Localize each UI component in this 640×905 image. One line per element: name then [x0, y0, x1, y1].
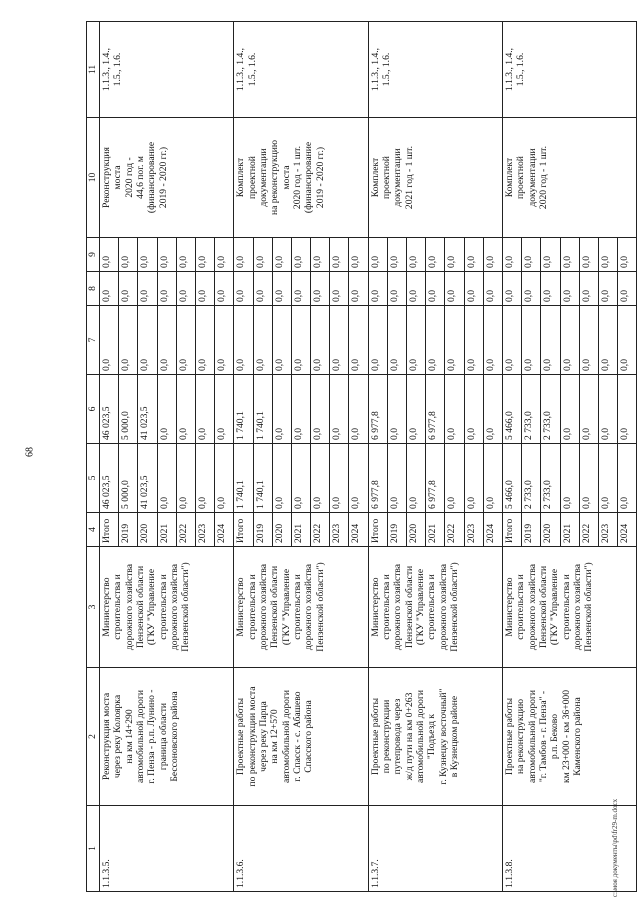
value-cell: 0,0: [579, 375, 598, 444]
value-cell: 0,0: [618, 444, 637, 513]
value-cell: 0,0: [349, 375, 368, 444]
footer-file-path: c:\моя документы\pd\fr29-m.docx: [611, 798, 619, 898]
value-cell: 0,0: [560, 444, 579, 513]
measure-id: 1.1.3.8.: [502, 806, 636, 892]
value-cell: 0,0: [598, 238, 617, 272]
header-cell: 7: [87, 306, 100, 375]
year-cell: 2019: [522, 513, 541, 547]
year-cell: 2019: [119, 513, 138, 547]
value-cell: 0,0: [407, 272, 426, 306]
value-cell: 0,0: [483, 375, 502, 444]
value-cell: 0,0: [560, 238, 579, 272]
value-cell: 0,0: [176, 375, 195, 444]
value-cell: 0,0: [387, 238, 406, 272]
year-cell: 2024: [618, 513, 637, 547]
value-cell: 2 733,0: [541, 375, 560, 444]
value-cell: 0,0: [176, 444, 195, 513]
value-cell: 0,0: [579, 238, 598, 272]
value-cell: 0,0: [445, 444, 464, 513]
year-cell: 2023: [598, 513, 617, 547]
value-cell: 0,0: [618, 238, 637, 272]
value-cell: 0,0: [253, 238, 272, 272]
measure-name: Реконструкция моста через реку Колоярка на км 14+290 автомобильной дороги г. Пенза - р.п. Лунино - граница области Бессоновского района: [100, 668, 234, 806]
value-cell: 0,0: [291, 238, 310, 272]
value-cell: 0,0: [560, 306, 579, 375]
value-cell: 0,0: [253, 272, 272, 306]
measure-result: Комплект проектной документации на реконструкцию моста 2020 год - 1 шт. (финансирование 2019 - 2020 гг.): [234, 118, 368, 238]
value-cell: 0,0: [119, 238, 138, 272]
year-cell: 2022: [176, 513, 195, 547]
year-cell: Итого: [502, 513, 521, 547]
value-cell: 0,0: [311, 238, 330, 272]
value-cell: 0,0: [330, 375, 349, 444]
value-cell: 0,0: [272, 238, 291, 272]
value-cell: 0,0: [445, 238, 464, 272]
value-cell: 1 740,1: [253, 375, 272, 444]
measure-links: 1.1.3., 1.4., 1.5., 1.6.: [502, 22, 636, 118]
value-cell: 0,0: [157, 375, 176, 444]
header-cell: 5: [87, 444, 100, 513]
value-cell: 0,0: [579, 444, 598, 513]
measure-name: Проектные работы на реконструкцию автомобильной дороги "г. Тамбов - г. Пенза" - р.п. Беково км 23+000 - км 36+000 Каменского района: [502, 668, 636, 806]
value-cell: 0,0: [215, 272, 234, 306]
value-cell: 0,0: [311, 444, 330, 513]
value-cell: 1 740,1: [234, 444, 253, 513]
value-cell: 0,0: [464, 444, 483, 513]
value-cell: 0,0: [579, 272, 598, 306]
value-cell: 0,0: [464, 238, 483, 272]
year-cell: 2024: [349, 513, 368, 547]
value-cell: 0,0: [291, 272, 310, 306]
year-cell: 2020: [138, 513, 157, 547]
value-cell: 0,0: [522, 238, 541, 272]
value-cell: 0,0: [215, 444, 234, 513]
header-row: [87, 22, 100, 892]
year-cell: 2023: [464, 513, 483, 547]
value-cell: 0,0: [387, 375, 406, 444]
value-cell: 2 733,0: [522, 444, 541, 513]
year-cell: 2019: [387, 513, 406, 547]
header-cell: 4: [87, 513, 100, 547]
value-cell: 46 023,5: [100, 375, 119, 444]
value-cell: 0,0: [291, 306, 310, 375]
value-cell: 0,0: [464, 375, 483, 444]
value-cell: 2 733,0: [522, 375, 541, 444]
value-cell: 0,0: [368, 306, 387, 375]
year-cell: 2023: [330, 513, 349, 547]
year-cell: 2020: [541, 513, 560, 547]
value-cell: 0,0: [579, 306, 598, 375]
value-cell: 0,0: [195, 238, 214, 272]
value-cell: 0,0: [502, 238, 521, 272]
value-cell: 0,0: [234, 306, 253, 375]
measure-row: [100, 22, 119, 892]
page-number: 68: [24, 447, 36, 457]
value-cell: 0,0: [598, 444, 617, 513]
value-cell: 0,0: [119, 272, 138, 306]
value-cell: 0,0: [483, 238, 502, 272]
value-cell: 5 000,0: [119, 444, 138, 513]
year-cell: 2020: [407, 513, 426, 547]
value-cell: 0,0: [311, 375, 330, 444]
value-cell: 0,0: [272, 272, 291, 306]
value-cell: 0,0: [176, 272, 195, 306]
value-cell: 0,0: [387, 444, 406, 513]
value-cell: 0,0: [387, 306, 406, 375]
value-cell: 0,0: [541, 306, 560, 375]
value-cell: 0,0: [100, 272, 119, 306]
value-cell: 0,0: [157, 272, 176, 306]
value-cell: 0,0: [368, 238, 387, 272]
value-cell: 6 977,8: [426, 375, 445, 444]
year-cell: 2021: [560, 513, 579, 547]
program-table: [86, 21, 637, 892]
header-cell: 3: [87, 547, 100, 668]
value-cell: 0,0: [407, 375, 426, 444]
value-cell: 0,0: [560, 272, 579, 306]
value-cell: 0,0: [272, 444, 291, 513]
value-cell: 0,0: [598, 375, 617, 444]
value-cell: 0,0: [464, 272, 483, 306]
value-cell: 0,0: [483, 306, 502, 375]
value-cell: 0,0: [215, 375, 234, 444]
measure-result: Реконструкция моста 2020 год - 44,6 пог. м (финансирование 2019 - 2020 гг.): [100, 118, 234, 238]
value-cell: 0,0: [349, 444, 368, 513]
value-cell: 0,0: [215, 238, 234, 272]
year-cell: 2022: [311, 513, 330, 547]
header-cell: 10: [87, 118, 100, 238]
year-cell: 2022: [579, 513, 598, 547]
value-cell: 0,0: [349, 272, 368, 306]
header-cell: 1: [87, 806, 100, 892]
year-cell: Итого: [100, 513, 119, 547]
measure-executor: Министерство строительства и дорожного хозяйства Пензенской области (ГКУ "Управление строительства и дорожного хозяйства Пензенской области"): [502, 547, 636, 668]
value-cell: 0,0: [407, 306, 426, 375]
value-cell: 0,0: [464, 306, 483, 375]
measure-row: [234, 22, 253, 892]
value-cell: 0,0: [502, 306, 521, 375]
value-cell: 0,0: [157, 444, 176, 513]
year-cell: 2024: [215, 513, 234, 547]
measure-name: Проектные работы по реконструкции моста через реку Парца на км 12+570 автомобильной дороги г. Спасск - с. Абашево Спасского района: [234, 668, 368, 806]
measure-id: 1.1.3.5.: [100, 806, 234, 892]
value-cell: 0,0: [215, 306, 234, 375]
measure-row: [502, 22, 521, 892]
header-cell: 2: [87, 668, 100, 806]
value-cell: 0,0: [368, 272, 387, 306]
value-cell: 5 466,0: [502, 375, 521, 444]
header-cell: 9: [87, 238, 100, 272]
value-cell: 0,0: [234, 272, 253, 306]
measure-name: Проектные работы по реконструкции путепровода через ж/д пути на км 0+263 автомобильной дороги "Подъезд к г. Кузнецку восточный" в Кузнецком районе: [368, 668, 502, 806]
measure-links: 1.1.3., 1.4., 1.5., 1.6.: [234, 22, 368, 118]
value-cell: 0,0: [311, 272, 330, 306]
value-cell: 0,0: [618, 272, 637, 306]
value-cell: 0,0: [618, 375, 637, 444]
year-cell: 2022: [445, 513, 464, 547]
year-cell: 2023: [195, 513, 214, 547]
measure-executor: Министерство строительства и дорожного хозяйства Пензенской области (ГКУ "Управление строительства и дорожного хозяйства Пензенской области"): [368, 547, 502, 668]
value-cell: 0,0: [445, 375, 464, 444]
value-cell: 5 000,0: [119, 375, 138, 444]
value-cell: 0,0: [100, 238, 119, 272]
value-cell: 0,0: [291, 444, 310, 513]
value-cell: 0,0: [618, 306, 637, 375]
value-cell: 0,0: [483, 444, 502, 513]
value-cell: 0,0: [445, 306, 464, 375]
value-cell: 0,0: [522, 272, 541, 306]
value-cell: 0,0: [195, 444, 214, 513]
year-cell: 2021: [291, 513, 310, 547]
value-cell: 0,0: [560, 375, 579, 444]
value-cell: 0,0: [138, 272, 157, 306]
value-cell: 0,0: [330, 238, 349, 272]
value-cell: 0,0: [349, 306, 368, 375]
value-cell: 2 733,0: [541, 444, 560, 513]
value-cell: 0,0: [387, 272, 406, 306]
value-cell: 0,0: [195, 272, 214, 306]
year-cell: 2020: [272, 513, 291, 547]
year-cell: 2024: [483, 513, 502, 547]
value-cell: 0,0: [502, 272, 521, 306]
value-cell: 0,0: [253, 306, 272, 375]
value-cell: 0,0: [407, 238, 426, 272]
value-cell: 0,0: [483, 272, 502, 306]
value-cell: 0,0: [598, 306, 617, 375]
value-cell: 0,0: [157, 238, 176, 272]
value-cell: 0,0: [138, 306, 157, 375]
value-cell: 0,0: [541, 238, 560, 272]
measure-executor: Министерство строительства и дорожного хозяйства Пензенской области (ГКУ "Управление строительства и дорожного хозяйства Пензенской области"): [100, 547, 234, 668]
value-cell: 46 023,5: [100, 444, 119, 513]
header-cell: 11: [87, 22, 100, 118]
value-cell: 0,0: [311, 306, 330, 375]
table-body: [87, 22, 637, 892]
measure-id: 1.1.3.6.: [234, 806, 368, 892]
measure-row: [368, 22, 387, 892]
value-cell: 0,0: [272, 375, 291, 444]
value-cell: 5 466,0: [502, 444, 521, 513]
header-cell: 6: [87, 375, 100, 444]
value-cell: 0,0: [176, 306, 195, 375]
value-cell: 1 740,1: [234, 375, 253, 444]
value-cell: 0,0: [349, 238, 368, 272]
year-cell: 2019: [253, 513, 272, 547]
year-cell: 2021: [426, 513, 445, 547]
value-cell: 6 977,8: [426, 444, 445, 513]
value-cell: 1 740,1: [253, 444, 272, 513]
measure-links: 1.1.3., 1.4., 1.5., 1.6.: [100, 22, 234, 118]
year-cell: 2021: [157, 513, 176, 547]
measure-links: 1.1.3., 1.4., 1.5., 1.6.: [368, 22, 502, 118]
value-cell: 0,0: [119, 306, 138, 375]
measure-executor: Министерство строительства и дорожного хозяйства Пензенской области (ГКУ "Управление строительства и дорожного хозяйства Пензенской области"): [234, 547, 368, 668]
value-cell: 0,0: [426, 272, 445, 306]
value-cell: 0,0: [330, 444, 349, 513]
measure-id: 1.1.3.7.: [368, 806, 502, 892]
value-cell: 0,0: [195, 306, 214, 375]
value-cell: 0,0: [272, 306, 291, 375]
value-cell: 0,0: [598, 272, 617, 306]
value-cell: 0,0: [234, 238, 253, 272]
value-cell: 0,0: [291, 375, 310, 444]
value-cell: 41 023,5: [138, 444, 157, 513]
year-cell: Итого: [368, 513, 387, 547]
measure-result: Комплект проектной документации 2020 год - 1 шт.: [502, 118, 636, 238]
value-cell: 0,0: [407, 444, 426, 513]
value-cell: 0,0: [426, 238, 445, 272]
value-cell: 0,0: [138, 238, 157, 272]
header-cell: 8: [87, 272, 100, 306]
value-cell: 0,0: [330, 272, 349, 306]
value-cell: 41 023,5: [138, 375, 157, 444]
value-cell: 0,0: [330, 306, 349, 375]
value-cell: 0,0: [176, 238, 195, 272]
measure-result: Комплект проектной документации 2021 год - 1 шт.: [368, 118, 502, 238]
value-cell: 0,0: [195, 375, 214, 444]
value-cell: 6 977,8: [368, 375, 387, 444]
value-cell: 0,0: [100, 306, 119, 375]
value-cell: 0,0: [426, 306, 445, 375]
year-cell: Итого: [234, 513, 253, 547]
value-cell: 0,0: [157, 306, 176, 375]
value-cell: 0,0: [541, 272, 560, 306]
value-cell: 6 977,8: [368, 444, 387, 513]
value-cell: 0,0: [445, 272, 464, 306]
value-cell: 0,0: [522, 306, 541, 375]
